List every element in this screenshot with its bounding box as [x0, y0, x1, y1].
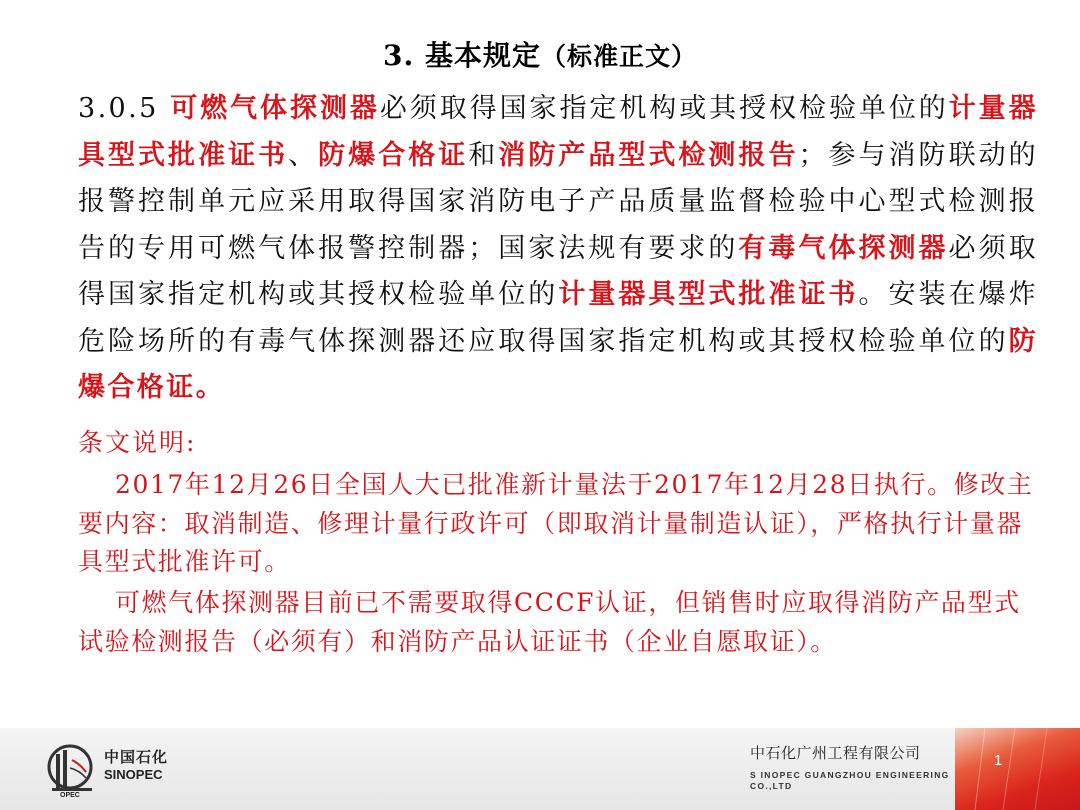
clause-text-segment: 必须取得国家指定机构或其授权检验单位的 [78, 232, 1038, 310]
company-name-cn: 中石化广州工程有限公司 [750, 744, 921, 762]
clause-text [78, 86, 1038, 412]
explanation-paragraph: 可燃气体探测器目前已不需要取得CCCF认证，但销售时应取得消防产品型式试验检测报告（必须有）和消防产品认证证书（企业自愿取证）。 [78, 588, 1021, 656]
highlight-toxic-detector: 有毒气体探测器 [738, 232, 949, 264]
page-number: 1 [994, 752, 1003, 769]
clause-text-segment: 必须取得国家指定机构或其授权检验单位的 [379, 93, 949, 124]
highlight-metrology-certificate: 计量器具型式批准证书 [78, 93, 1039, 171]
highlight-fire-product-report: 消防产品型式检测报告 [498, 139, 799, 171]
highlight-explosion-proof-certificate: 防爆合格证。 [78, 325, 1038, 403]
clause-text-segment: 、 [288, 139, 319, 171]
logo-text-cn: 中国石化 [104, 748, 169, 766]
clause-text-segment: 。安装在爆炸危险场所的有毒气体探测器还应取得国家指定机构或其授权检验单位的 [78, 279, 1039, 357]
clause-number: 3.0.5 [78, 93, 171, 124]
page-number-block [955, 728, 1080, 810]
highlight-combustible-detector: 可燃气体探测器 [170, 93, 380, 124]
clause-text-segment: 和 [468, 139, 499, 171]
clause-text-segment: ；参与消防联动的报警控制单元应采用取得国家消防电子产品质量监督检验中心型式检测报告的专用可燃气体报警控制器；国家法规有要求的 [78, 139, 1039, 264]
sinopec-logo-icon [46, 740, 98, 798]
explanation-paragraph: 2017年12月26日全国人大已批准新计量法于2017年12月28日执行。修改主要内容：取消制造、修理计量行政许可（即取消计量制造认证），严格执行计量器具型式批准许可。 [78, 470, 1034, 576]
slide-title-main: 3. 基本规定 [383, 39, 541, 72]
explanation-label: 条文说明: [78, 428, 197, 457]
company-name-en: S INOPEC GUANGZHOU ENGINEERING CO.,LTD [750, 770, 950, 791]
highlight-metrology-certificate: 计量器具型式批准证书 [558, 279, 859, 310]
slide-title [0, 34, 1080, 74]
decorative-stripes [955, 728, 1080, 810]
footer-bar [0, 728, 1080, 810]
logo-text-en: SINOPEC [104, 767, 163, 782]
highlight-explosion-proof-certificate: 防爆合格证 [318, 139, 469, 171]
slide-title-note: （标准正文） [540, 42, 697, 71]
svg-text:OPEC: OPEC [60, 792, 80, 798]
